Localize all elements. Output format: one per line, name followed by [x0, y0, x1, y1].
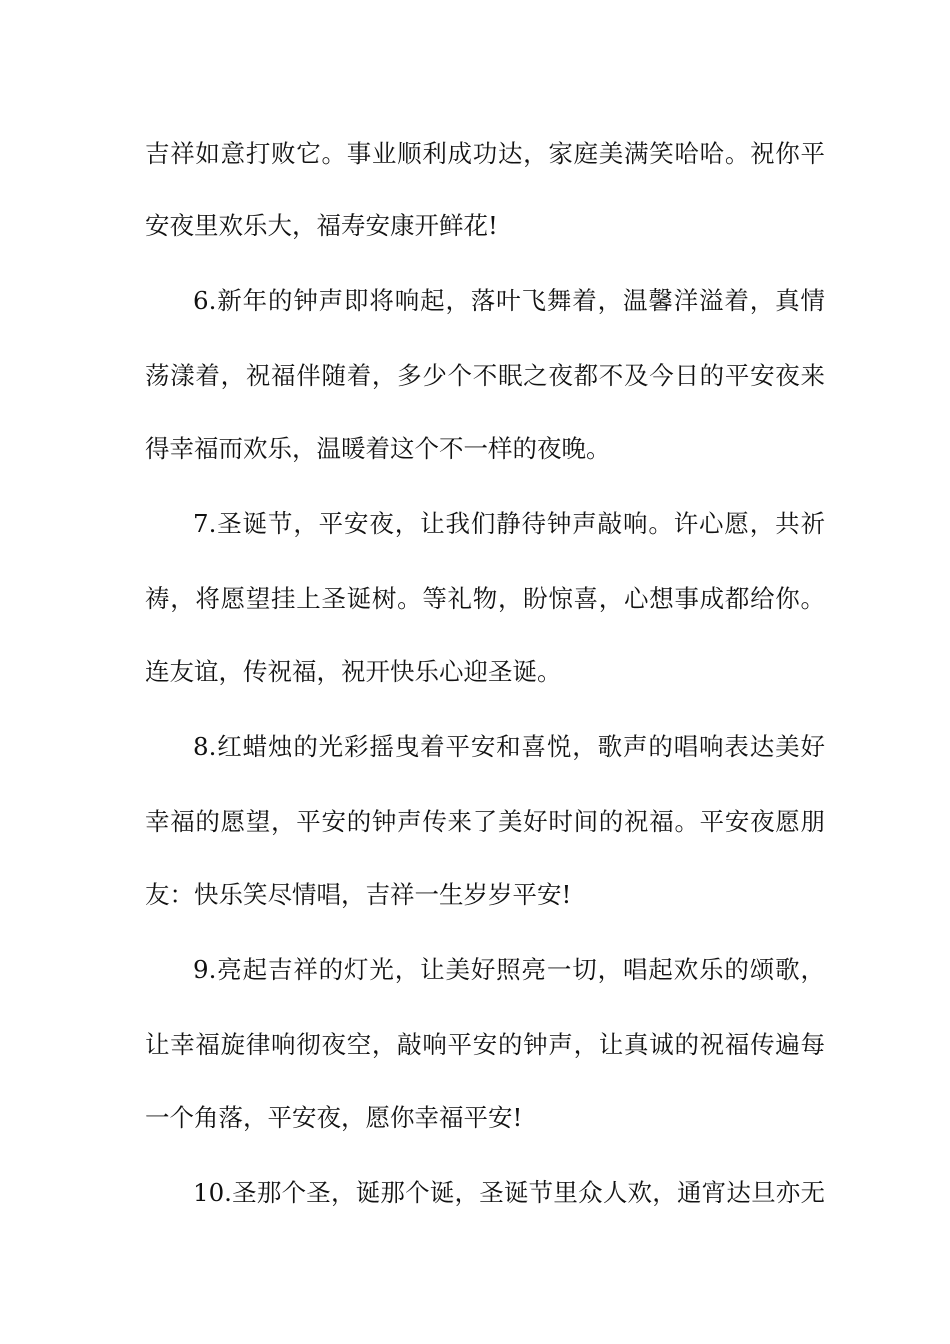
text-line: 让幸福旋律响彻夜空，敲响平安的钟声，让真诚的祝福传遍每 [145, 1030, 825, 1059]
paragraph-10-start: 10.圣那个圣，诞那个诞，圣诞节里众人欢，通宵达旦亦无 [193, 1178, 825, 1207]
text-line: 祷，将愿望挂上圣诞树。等礼物，盼惊喜，心想事成都给你。 [145, 584, 825, 613]
text-line: 连友谊，传祝福，祝开快乐心迎圣诞。 [145, 657, 562, 686]
paragraph-8-start: 8.红蜡烛的光彩摇曳着平安和喜悦，歌声的唱响表达美好 [193, 732, 825, 761]
text-line: 得幸福而欢乐，温暖着这个不一样的夜晚。 [145, 434, 611, 463]
paragraph-9-start: 9.亮起吉祥的灯光，让美好照亮一切，唱起欢乐的颂歌， [193, 955, 825, 984]
paragraph-6-start: 6.新年的钟声即将响起，落叶飞舞着，温馨洋溢着，真情 [193, 286, 825, 315]
text-line: 一个角落，平安夜，愿你幸福平安! [145, 1103, 523, 1132]
text-line: 安夜里欢乐大，福寿安康开鲜花! [145, 211, 498, 240]
text-line: 友：快乐笑尽情唱，吉祥一生岁岁平安! [145, 880, 572, 909]
text-line: 吉祥如意打败它。事业顺利成功达，家庭美满笑哈哈。祝你平 [145, 139, 825, 168]
paragraph-7-start: 7.圣诞节，平安夜，让我们静待钟声敲响。许心愿，共祈 [193, 509, 825, 538]
text-line: 幸福的愿望，平安的钟声传来了美好时间的祝福。平安夜愿朋 [145, 807, 825, 836]
text-line: 荡漾着，祝福伴随着，多少个不眠之夜都不及今日的平安夜来 [145, 361, 825, 390]
